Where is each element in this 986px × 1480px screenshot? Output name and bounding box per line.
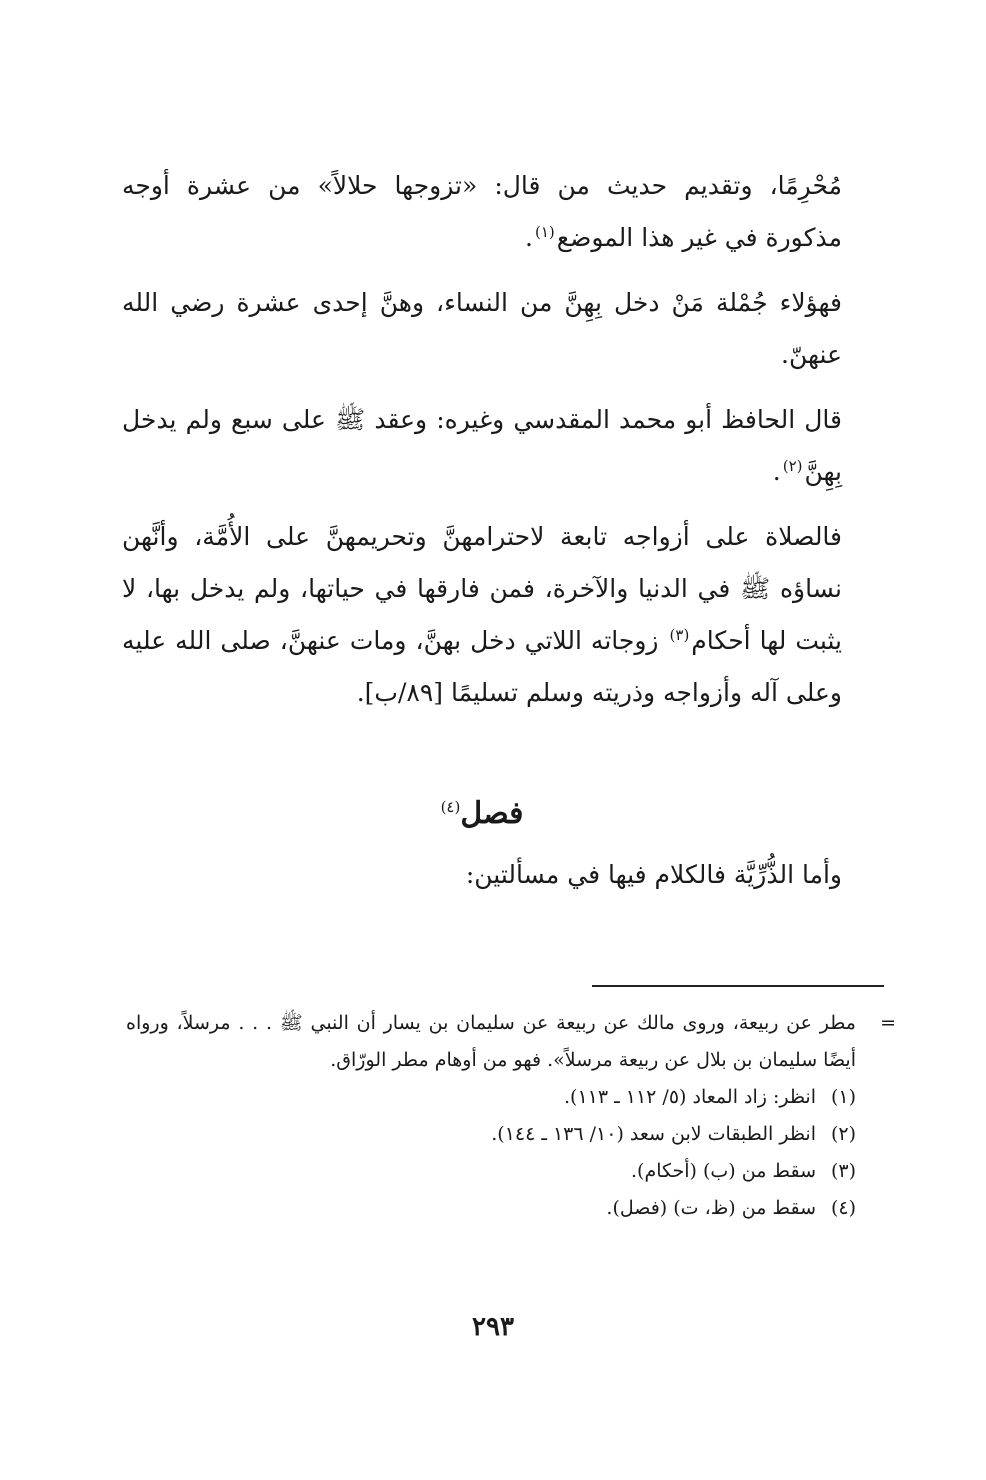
footnote-ref-3: (٣) xyxy=(669,625,690,644)
footnote-ref-1: (١) xyxy=(535,222,555,241)
footnote-ref-2: (٢) xyxy=(782,456,803,475)
after-heading-paragraph: وأما الذُّرِّيَّة فالكلام فيها في مسألتين: xyxy=(465,860,842,889)
paragraph-4-end: زوجاته اللاتي دخل بهنَّ، ومات عنهنَّ، صلى الله عليه وعلى آله وأزواجه وذريته وسلم تسليمًا [٨٩/ب]. xyxy=(122,626,842,707)
paragraph-1-text: مُحْرِمًا، وتقديم حديث من قال: «تزوجها حلالاً» من عشرة أوجه مذكورة في غير هذا الموضع xyxy=(122,171,842,252)
section-heading-title: فصل xyxy=(460,796,524,831)
footnote-ref-4: (٤) xyxy=(440,798,461,816)
footnote-number: (٣) xyxy=(830,1160,856,1182)
paragraph-4 xyxy=(122,511,842,719)
footnote-number: (٤) xyxy=(830,1197,856,1219)
continuation-mark: = xyxy=(880,1012,896,1034)
paragraph-2-text: فهؤلاء جُمْلة مَنْ دخل بِهِنَّ من النساء، وهنَّ إحدى عشرة رضي الله عنهنّ. xyxy=(122,288,842,369)
footnote-text: انظر الطبقات لابن سعد (١٠/ ١٣٦ ـ ١٤٤). xyxy=(491,1123,816,1145)
footnote-1 xyxy=(126,1079,856,1116)
footnote-3 xyxy=(126,1153,856,1190)
section-heading xyxy=(122,782,842,839)
footnote-4 xyxy=(126,1190,856,1227)
paragraph-1-end: . xyxy=(525,223,533,252)
footnote-number: (١) xyxy=(830,1086,856,1108)
main-text xyxy=(122,160,842,732)
paragraph-4-text: فالصلاة على أزواجه تابعة لاحترامهنَّ وتحريمهنَّ على الأُمَّة، وأنَّهن نساؤه ﷺ في الدنيا والآخرة، فمن فارقها في حياتها، ولم يدخل بها، لا يثبت لها أحكام xyxy=(122,522,842,655)
paragraph-3 xyxy=(122,394,842,498)
paragraph-3-text: قال الحافظ أبو محمد المقدسي وغيره: وعقد ﷺ على سبع ولم يدخل بِهِنَّ xyxy=(122,405,842,486)
paragraph-2 xyxy=(122,277,842,381)
footnote-text: سقط من (ظ، ت) (فصل). xyxy=(606,1197,816,1219)
page-number: ٢٩٣ xyxy=(472,1312,514,1342)
footnote-2 xyxy=(126,1116,856,1153)
footnote-text: سقط من (ب) (أحكام). xyxy=(631,1160,816,1182)
footnote-text: انظر: زاد المعاد (٥/ ١١٢ ـ ١١٣). xyxy=(564,1086,816,1108)
paragraph-1 xyxy=(122,160,842,264)
paragraph-3-end: . xyxy=(772,457,781,486)
footnote-number: (٢) xyxy=(830,1123,856,1145)
footnotes xyxy=(126,1005,896,1227)
footnote-continuation xyxy=(126,1005,896,1079)
continuation-text: مطر عن ربيعة، وروى مالك عن ربيعة عن سليمان بن يسار أن النبي ﷺ . . . مرسلاً، ورواه أيضًا سليمان بن بلال عن ربيعة مرسلاً». فهو من أوهام مطر الورّاق. xyxy=(126,1012,856,1071)
footnote-separator xyxy=(592,985,884,987)
